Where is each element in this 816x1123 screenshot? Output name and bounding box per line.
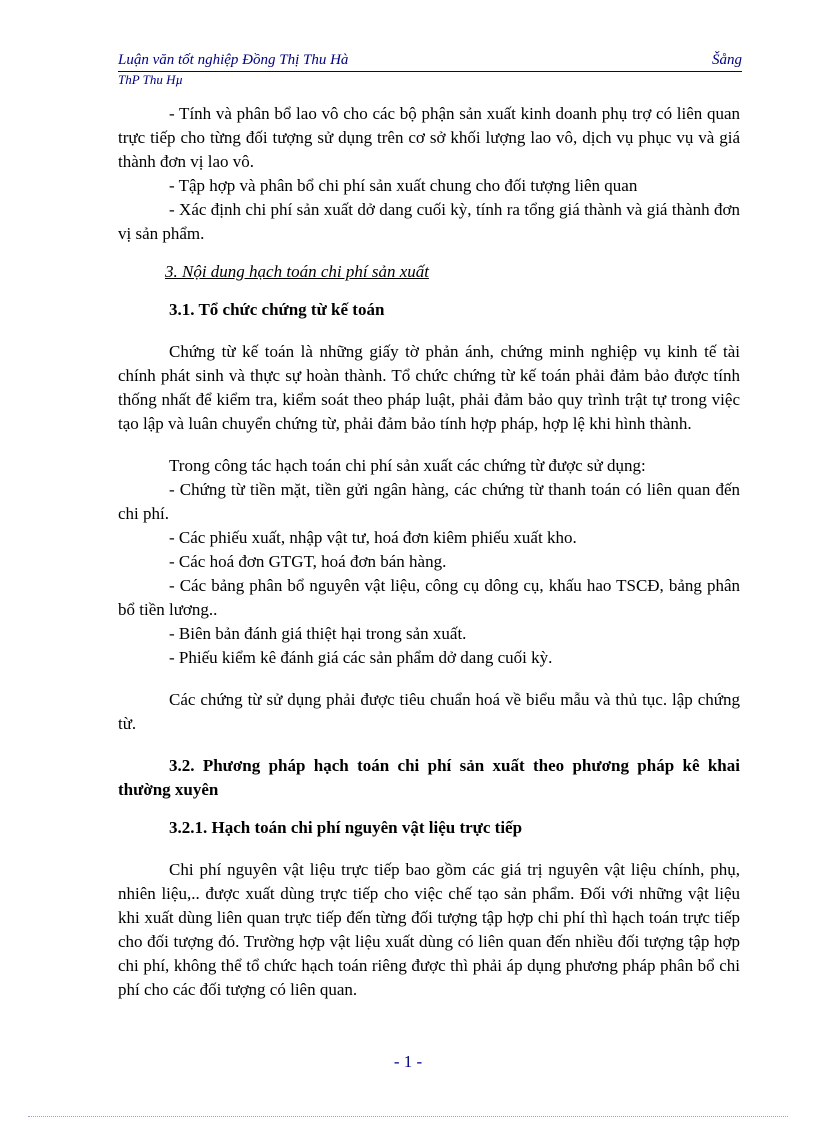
list-item: - Các phiếu xuất, nhập vật tư, hoá đơn kiêm phiếu xuất kho. [169, 528, 577, 547]
heading-3-1: 3.1. Tổ chức chứng từ kế toán [169, 300, 385, 319]
list-item: - Phiếu kiểm kê đánh giá các sản phẩm dở dang cuối kỳ. [169, 648, 553, 667]
header-author: ThP Thu Hµ [118, 72, 184, 87]
page-number: - 1 - [393, 1052, 423, 1071]
list-item: - Các hoá đơn GTGT, hoá đơn bán hàng. [169, 552, 447, 571]
document-body [118, 102, 740, 1002]
page-header [118, 52, 742, 87]
list-item: - Biên bản đánh giá thiệt hại trong sản xuất. [169, 624, 467, 643]
paragraph-1: - Tính và phân bổ lao vô cho các bộ phận sản xuất kinh doanh phụ trợ có liên quan trực tiếp cho từng đối tượng sử dụng trên cơ sở khối lượng lao vô, dịch vụ phục vụ và giá thành đơn vị lao vô. [118, 104, 740, 171]
paragraph-5: Trong công tác hạch toán chi phí sản xuất các chứng từ được sử dụng: [169, 456, 646, 475]
heading-3-2: 3.2. Phương pháp hạch toán chi phí sản xuất theo phương pháp kê khai thường xuyên [118, 756, 740, 799]
section-heading-3: 3. Nội dung hạch toán chi phí sản xuất [165, 262, 429, 281]
bottom-divider [28, 1116, 788, 1117]
paragraph-2: - Tập hợp và phân bổ chi phí sản xuất chung cho đối tượng liên quan [169, 176, 638, 195]
paragraph-3: - Xác định chi phí sản xuất dở dang cuối kỳ, tính ra tổng giá thành và giá thành đơn vị sản phẩm. [118, 200, 740, 243]
header-title: Luận văn tốt nghiệp Đồng Thị Thu Hà [118, 52, 349, 68]
paragraph-12: Các chứng từ sử dụng phải được tiêu chuẩn hoá về biểu mẫu và thủ tục. lập chứng từ. [118, 690, 740, 733]
heading-3-2-1: 3.2.1. Hạch toán chi phí nguyên vật liệu trực tiếp [169, 818, 523, 837]
header-right: Šång [712, 52, 742, 68]
list-item: - Chứng từ tiền mặt, tiền gửi ngân hàng, các chứng từ thanh toán có liên quan đến chi phí. [118, 480, 740, 523]
paragraph-4: Chứng từ kế toán là những giấy tờ phản ánh, chứng minh nghiệp vụ kinh tế tài chính phát sinh và thực sự hoàn thành. Tổ chức chứng từ kế toán phải đảm bảo được tính thống nhất để kiểm tra, kiểm soát theo pháp luật, phải đảm bảo quy trình trật tự trong việc tạo lập và luân chuyển chứng từ, phải đảm bảo tính hợp pháp, hợp lệ khi hình thành. [118, 342, 740, 433]
paragraph-13: Chi phí nguyên vật liệu trực tiếp bao gồm các giá trị nguyên vật liệu chính, phụ, nhiên liệu,.. được xuất dùng trực tiếp cho việc chế tạo sản phẩm. Đối với những vật liệu khi xuất dùng liên quan trực tiếp đến từng đối tượng tập hợp chi phí thì hạch toán trực tiếp cho đối tượng đó. Trường hợp vật liệu xuất dùng có liên quan đến nhiều đối tượng tập hợp chi phí, không thể tổ chức hạch toán riêng được thì phải áp dụng phương pháp phân bổ chi phí cho các đối tượng có liên quan. [118, 860, 740, 999]
list-item: - Các bảng phân bổ nguyên vật liệu, công cụ dông cụ, khấu hao TSCĐ, bảng phân bổ tiền lương.. [118, 576, 740, 619]
